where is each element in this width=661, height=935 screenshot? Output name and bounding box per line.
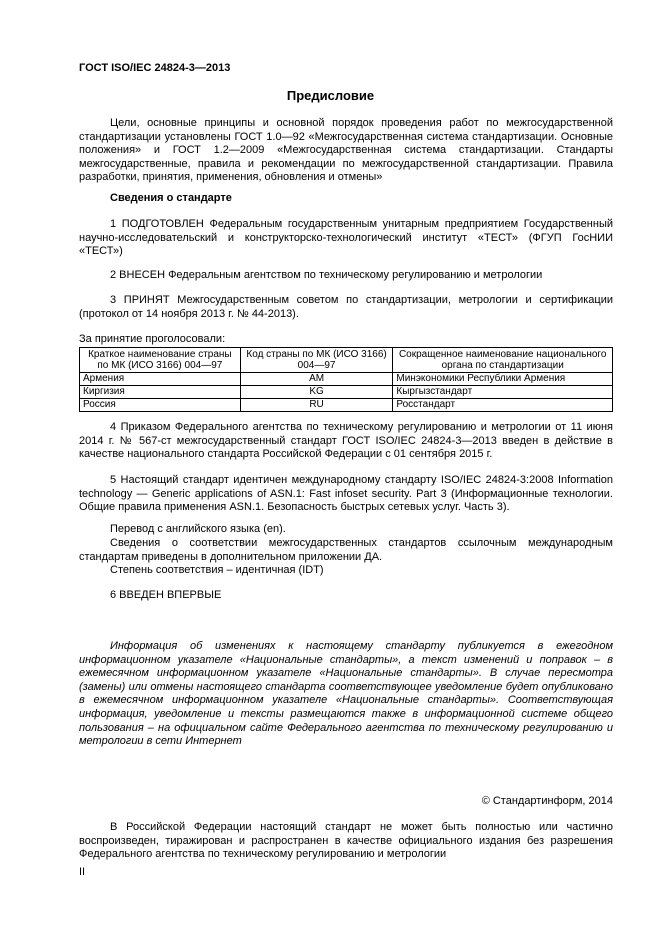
conformity-info: Сведения о соответствии межгосударственных стандартов ссылочным международным стандартам приведены в дополнительном приложении ДА. [79, 537, 613, 563]
table-cell-body: Кыргызстандарт [393, 386, 613, 399]
item-5-identity: 5 Настоящий стандарт идентичен международному стандарту ISO/IEC 24824-3:2008 Information technology — Generic applications of ASN.1: Fast infoset security. Part 3 (Информационные технологии. Общие правила применения ASN.1. Безопасность быстрых сетевых услуг. Часть 3). [79, 474, 613, 514]
table-row [80, 373, 613, 386]
item-2-introduced: 2 ВНЕСЕН Федеральным агентством по техническому регулированию и метрологии [110, 269, 543, 281]
table-cell-code: KG [240, 386, 393, 399]
changes-notice: Информация об изменениях к настоящему стандарту публикуется в ежегодном информационном указателе «Национальные стандарты», а текст изменений и поправок – в ежемесячном информационном указателе «Национальные стандарты». В случае пересмотра (замены) или отмены настоящего стандарта соответствующее уведомление будет опубликовано в ежемесячном информационном указателе «Национальные стандарты». Соответствующая информация, уведомление и тексты размещаются также в информационной системе общего пользования – на официальном сайте Федерального агентства по техническому регулированию и метрологии в сети Интернет [79, 640, 613, 748]
item-6-first-introduced: 6 ВВЕДЕН ВПЕРВЫЕ [110, 589, 222, 601]
table-cell-code: AM [240, 373, 393, 386]
document-code-header: ГОСТ ISO/IEC 24824-3—2013 [79, 62, 231, 74]
table-cell-body: Минэкономики Республики Армения [393, 373, 613, 386]
table-header-row [80, 348, 613, 373]
table-cell-country: Россия [80, 399, 241, 412]
column-header-code: Код страны по МК (ИСО 3166) 004—97 [240, 348, 393, 373]
vote-label: За принятие проголосовали: [79, 333, 226, 345]
reproduction-restriction: В Российской Федерации настоящий стандарт не может быть полностью или частично воспроизведен, тиражирован и распространен в качестве официального издания без разрешения Федерального агентства по техническому регулированию и метрологии [79, 821, 613, 861]
intro-paragraph: Цели, основные принципы и основной порядок проведения работ по межгосударственной стандартизации установлены ГОСТ 1.0—92 «Межгосударственная система стандартизации. Основные положения» и ГОСТ 1.2—2009 «Межгосударственная система стандартизации. Стандарты межгосударственные, правила и рекомендации по межгосударственной стандартизации. Правила разработки, принятия, применения, обновления и отмены» [79, 117, 613, 184]
voting-table [79, 347, 613, 412]
item-3-adopted: 3 ПРИНЯТ Межгосударственным советом по стандартизации, метрологии и сертификации (протокол от 14 ноября 2013 г. № 44-2013). [79, 294, 613, 320]
table-cell-country: Киргизия [80, 386, 241, 399]
translation-note: Перевод с английского языка (en). [110, 523, 286, 535]
item-4-order: 4 Приказом Федерального агентства по техническому регулированию и метрологии от 11 июня 2014 г. № 567-ст межгосударственный стандарт ГОСТ ISO/IEC 24824-3—2013 введен в действие в качестве национального стандарта Российской Федерации с 01 сентября 2015 г. [79, 421, 613, 461]
table-cell-body: Росстандарт [393, 399, 613, 412]
page-title: Предисловие [286, 88, 375, 103]
table-row [80, 386, 613, 399]
table-row [80, 399, 613, 412]
table-cell-country: Армения [80, 373, 241, 386]
column-header-country: Краткое наименование страны по МК (ИСО 3166) 004—97 [80, 348, 241, 373]
conformity-degree: Степень соответствия – идентичная (IDT) [110, 564, 324, 576]
copyright-line: © Стандартинформ, 2014 [481, 795, 613, 807]
item-1-prepared: 1 ПОДГОТОВЛЕН Федеральным государственным унитарным предприятием Государственный научно-исследовательский и конструкторско-технологический институт «ТЕСТ» (ФГУП ГосНИИ «ТЕСТ») [79, 218, 613, 258]
info-heading: Сведения о стандарте [110, 192, 232, 204]
column-header-body: Сокращенное наименование национального органа по стандартизации [393, 348, 613, 373]
table-cell-code: RU [240, 399, 393, 412]
page-number: II [79, 866, 86, 878]
